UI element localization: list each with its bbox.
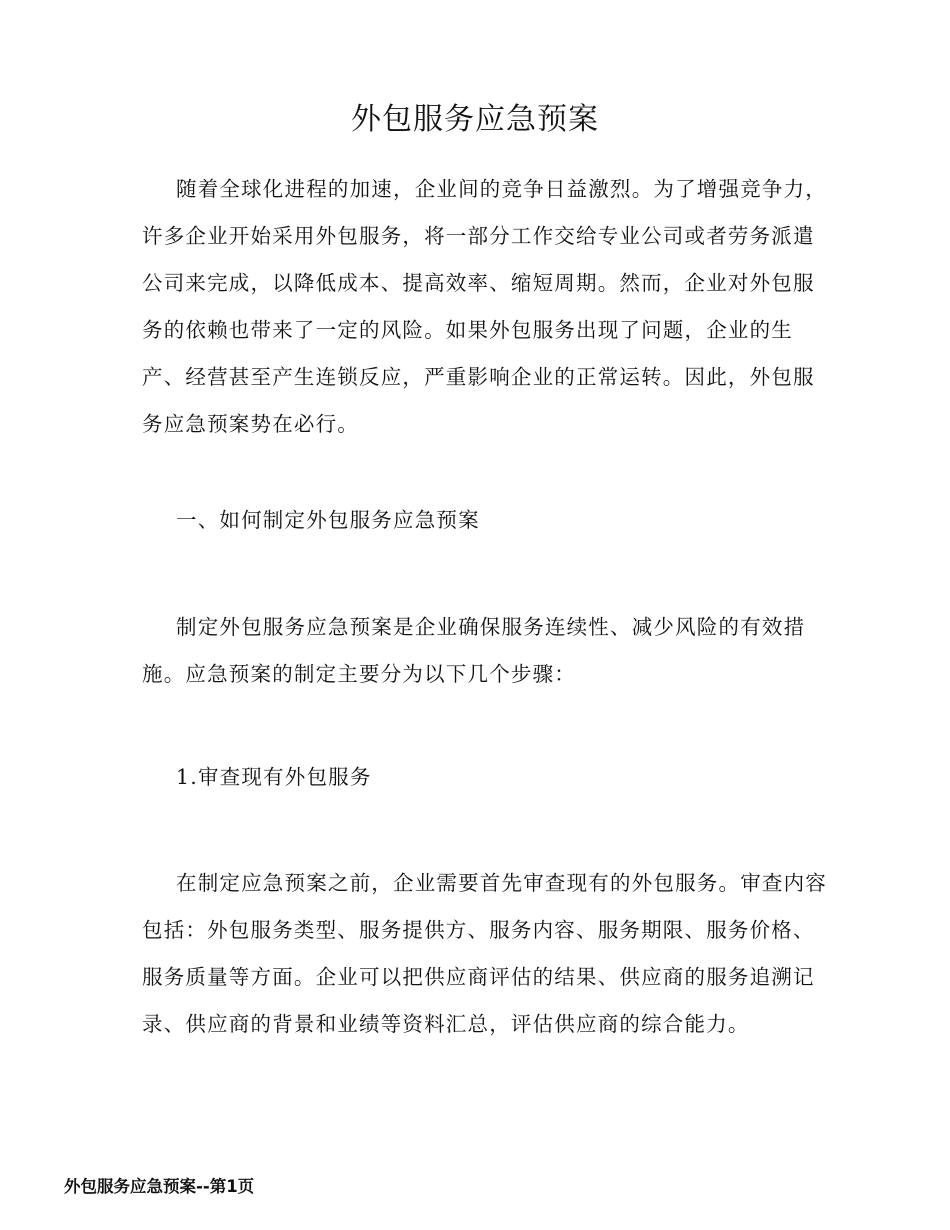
section-heading-1: 一、如何制定外包服务应急预案 bbox=[176, 508, 480, 532]
page-title: 外包服务应急预案 bbox=[351, 102, 599, 137]
step1-paragraph: 在制定应急预案之前，企业需要首先审查现有的外包服务。审查内容包括：外包服务类型、服务提供方、服务内容、服务期限、服务价格、服务质量等方面。企业可以把供应商评估的结果、供应商的服务追溯记录、供应商的背景和业绩等资料汇总，评估供应商的综合能力。 bbox=[142, 871, 827, 1036]
section1-paragraph: 制定外包服务应急预案是企业确保服务连续性、减少风险的有效措施。应急预案的制定主要分为以下几个步骤： bbox=[142, 615, 806, 686]
step-heading-1: 1.审查现有外包服务 bbox=[176, 765, 372, 789]
intro-paragraph: 随着全球化进程的加速，企业间的竞争日益激烈。为了增强竞争力，许多企业开始采用外包服务，将一部分工作交给专业公司或者劳务派遣公司来完成，以降低成本、提高效率、缩短周期。然而，企业对外包服务的依赖也带来了一定的风险。如果外包服务出现了问题，企业的生产、经营甚至产生连锁反应，严重影响企业的正常运转。因此，外包服务应急预案势在必行。 bbox=[142, 177, 827, 436]
page-footer: 外包服务应急预案--第1页 bbox=[64, 1177, 255, 1196]
